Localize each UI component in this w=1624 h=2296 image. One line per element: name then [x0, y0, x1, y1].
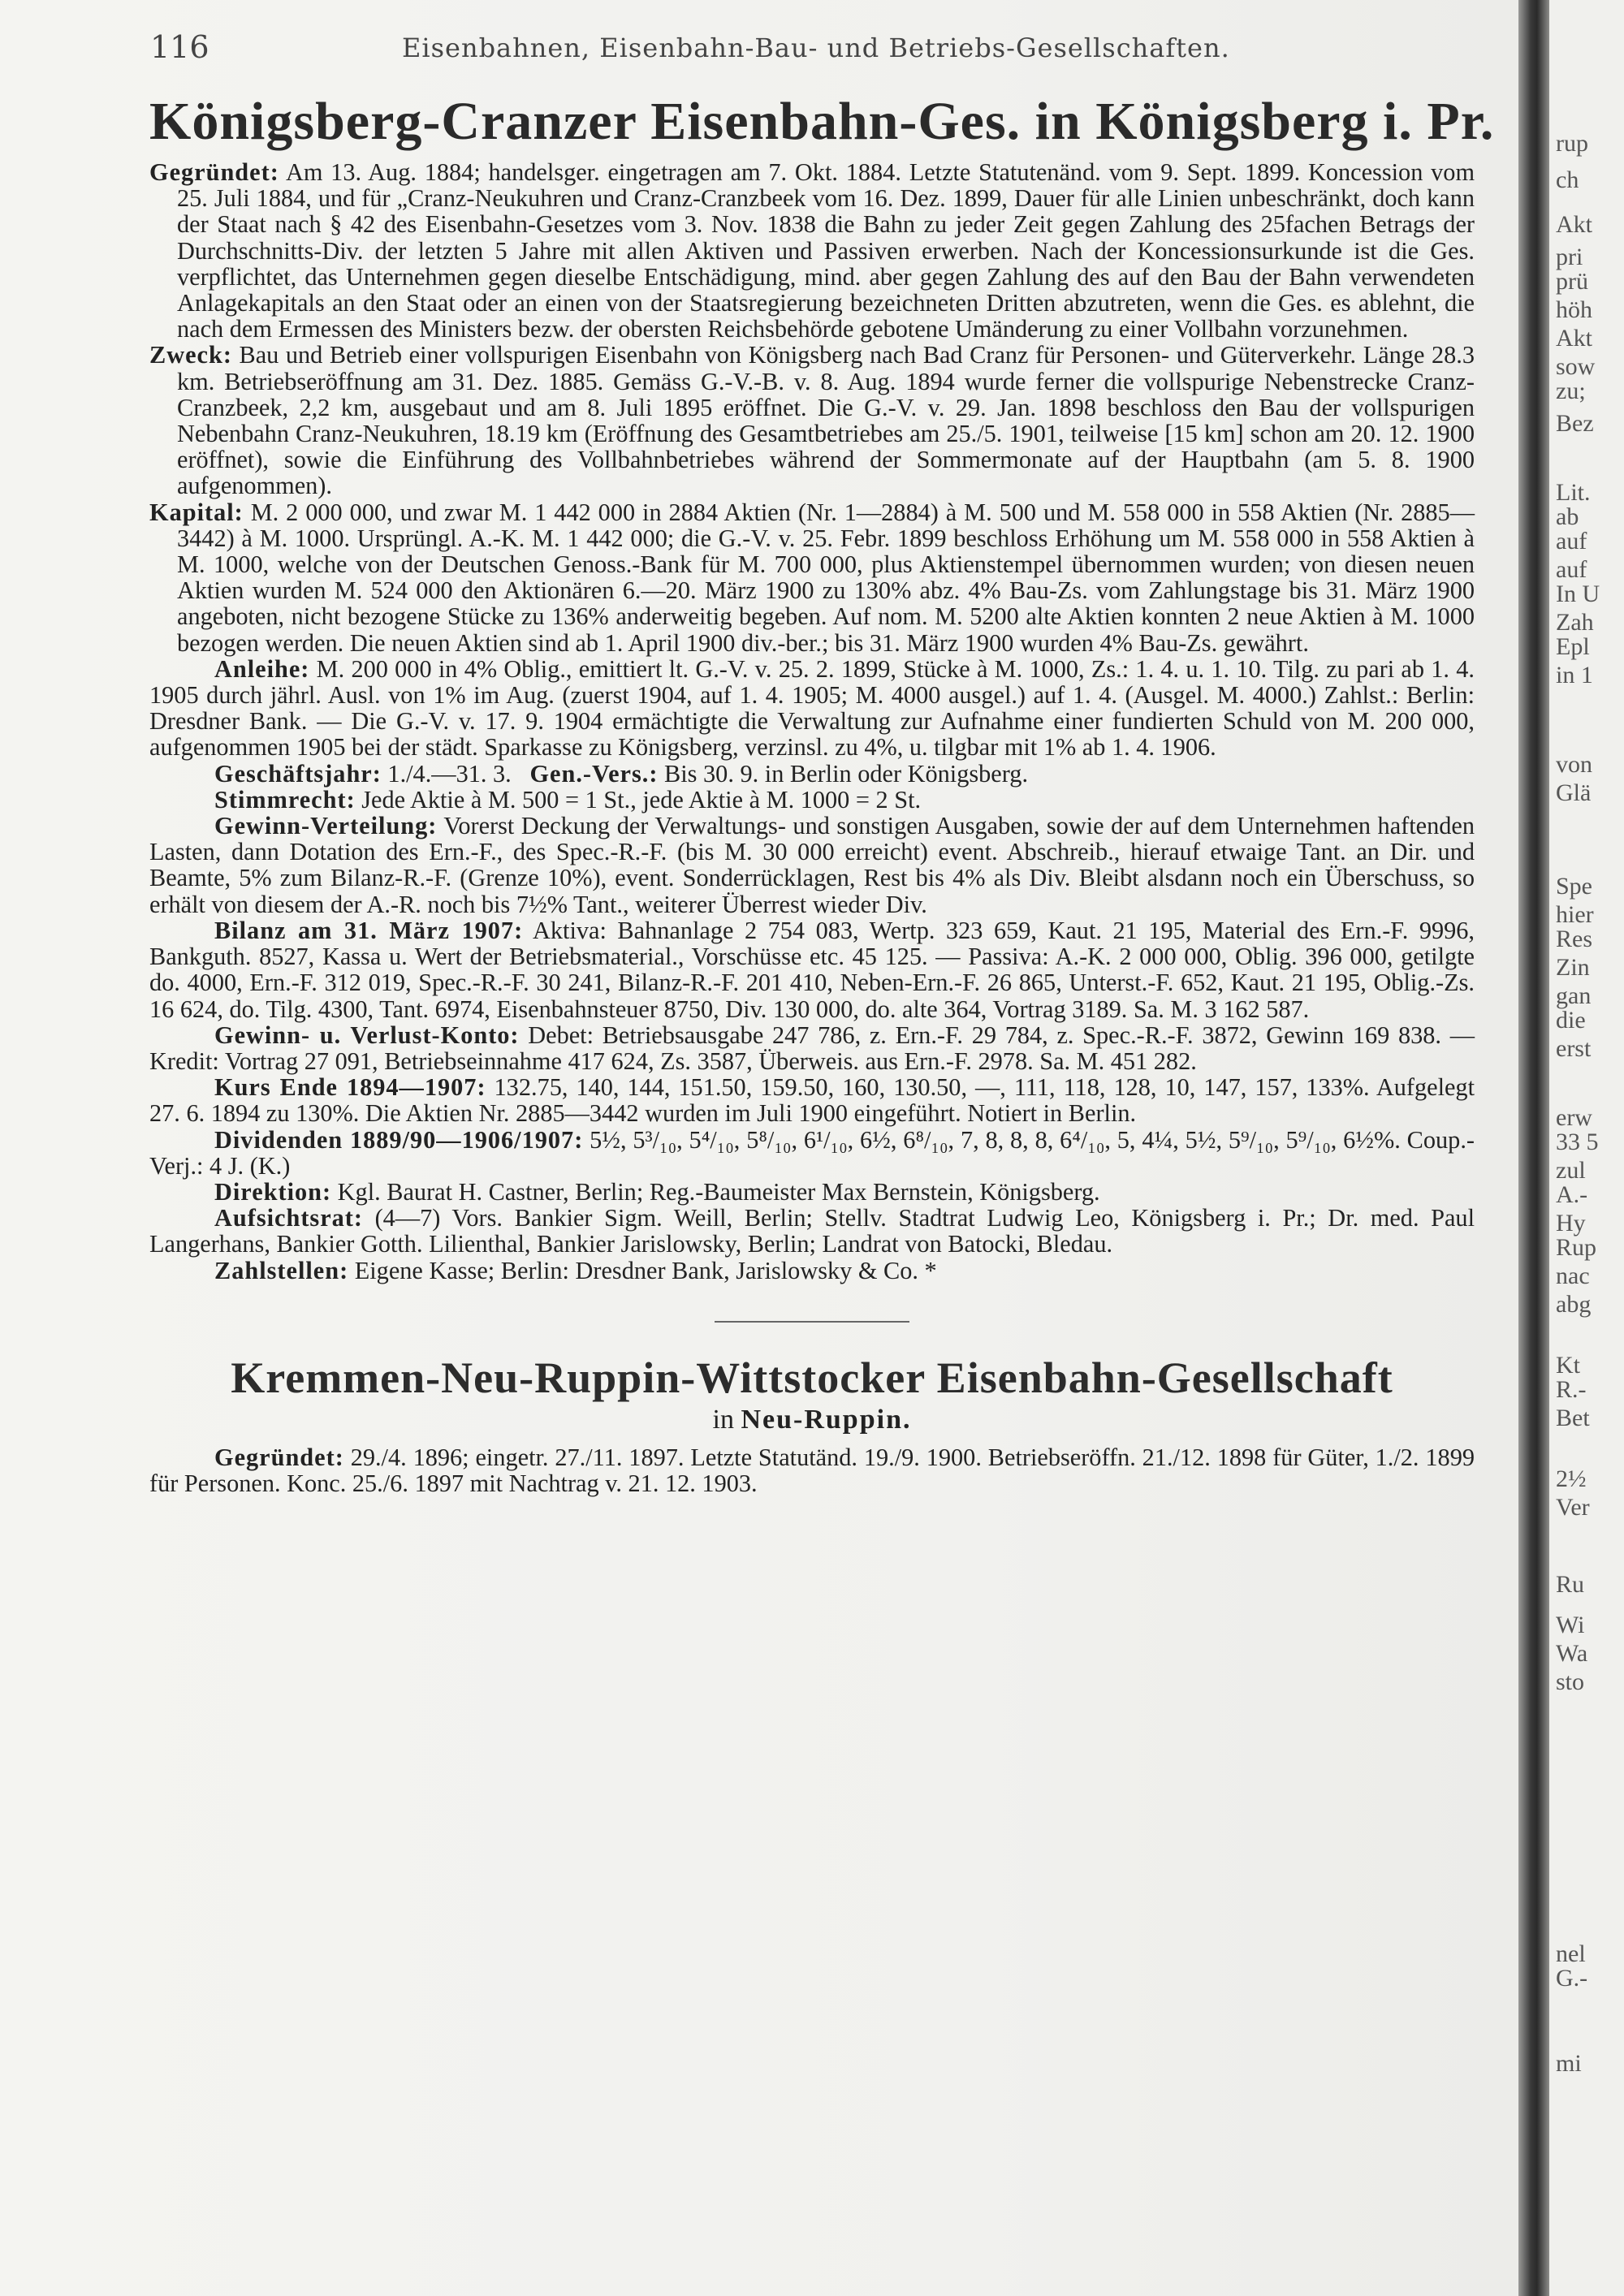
margin-fragment: gan	[1556, 982, 1592, 1009]
text-zahlstellen: Eigene Kasse; Berlin: Dresdner Bank, Jarislowsky & Co. *	[354, 1256, 937, 1284]
margin-fragment: zu;	[1556, 378, 1586, 404]
margin-fragment: prü	[1556, 268, 1588, 295]
text-stimmrecht: Jede Aktie à M. 500 = 1 St., jede Aktie à M. 1000 = 2 St.	[361, 785, 922, 814]
margin-fragment: erw	[1556, 1104, 1592, 1131]
margin-fragment: 2½	[1556, 1465, 1587, 1492]
section-zweck	[149, 342, 1475, 498]
margin-fragment: A.-	[1556, 1181, 1588, 1208]
margin-fragment: Rup	[1556, 1234, 1597, 1261]
margin-fragment: Ver	[1556, 1494, 1590, 1521]
margin-fragment: Wi	[1556, 1612, 1585, 1638]
margin-fragment: Glä	[1556, 779, 1592, 806]
label-geschaeftsjahr: Geschäftsjahr:	[214, 759, 382, 788]
section-divider	[715, 1321, 909, 1323]
page-header	[150, 29, 1474, 70]
page-content	[149, 89, 1495, 1497]
text-dividenden: 5½, 5³/₁₀, 5⁴/₁₀, 5⁸/₁₀, 6¹/₁₀, 6½, 6⁸/₁₀, 7, 8, 8, 8, 6⁴/₁₀, 5, 4¼, 5½, 5⁹/₁₀, 5⁹/₁₀, 6½%. Coup.-Verj.: 4 J. (K.)	[149, 1125, 1475, 1180]
text-kapital: M. 2 000 000, und zwar M. 1 442 000 in 2884 Aktien (Nr. 1—2884) à M. 500 und M. 558 000 in 558 Aktien (Nr. 2885—3442) à M. 1000. Ursprüngl. A.-K. M. 1 442 000; die G.-V. v. 25. Febr. 1899 beschloss Erhöhung um M. 558 000 in 558 Aktien à M. 1000, welche von der Deutschen Genoss.-Bank für M. 700 000, plus Aktienstempel übernommen wurden; von diesen neuen Aktien wurden M. 524 000 den Aktionären 6.—20. März 1900 zu 130% abz. 4% Bau-Zs. vom Zahlungstage bis 31. März 1900 angeboten, nicht bezogene Stücke zu 136% anderweitig begeben. Auf nom. M. 5200 alte Aktien konnten 2 neue Aktien à M. 1000 bezogen werden. Die neuen Aktien sind ab 1. April 1900 div.-ber.; bis 31. März 1900 wurden 4% Bau-Zs. gewährt.	[177, 498, 1475, 657]
text-gewinn-verteilung: Vorerst Deckung der Verwaltungs- und sonstigen Ausgaben, sowie der auf dem Unternehmen haftenden Lasten, dann Dotation des Ern.-F., des Spec.-R.-F. (bis M. 30 000 erreicht) event. Abschreib., hierauf etwaige Tant. an Dir. und Beamte, 5% zum Bilanz-R.-F. (Grenze 10%), event. Sonderrücklagen, Rest bis 4% als Div. Bleibt alsdann noch ein Überschuss, so erhält von diesem der A.-R. noch bis 7½% Tant., weiterer Überrest wieder Div.	[149, 812, 1475, 918]
text-zweck: Bau und Betrieb einer vollspurigen Eisenbahn von Königsberg nach Bad Cranz für Personen- und Güterverkehr. Länge 28.3 km. Betriebseröffnung am 31. Dez. 1885. Gemäss G.-V.-B. v. 8. Aug. 1894 wurde ferner die vollspurige Nebenstrecke Cranz-Cranzbeek, 2,2 km, ausgebaut und am 8. Juli 1895 eröffnet. Die G.-V. v. 29. Jan. 1898 beschloss den Bau der vollspurigen Nebenbahn Cranz-Neukuhren, 18.19 km (Eröffnung des Gesamtbetriebes am 25./5. 1901, teilweise [15 km] schon am 20. 12. 1900 eröffnet), sowie die Einführung des Vollbahnbetriebes während der Sommermonate auf der Hauptbahn (am 5. 8. 1900 aufgenommen).	[177, 341, 1475, 500]
margin-fragment: Res	[1556, 926, 1592, 952]
text-geschaeftsjahr: 1./4.—31. 3.	[387, 759, 512, 788]
text-gegruendet: Am 13. Aug. 1884; handelsger. eingetragen am 7. Okt. 1884. Letzte Statutenänd. vom 9. Sept. 1899. Koncession vom 25. Juli 1884, und für „Cranz-Neukuhren und Cranz-Cranzbeek vom 16. Dez. 1899, Dauer für alle Linien unbeschränkt, doch kann der Staat nach § 42 des Eisenbahn-Gesetzes vom 3. Nov. 1838 die Bahn zu jeder Zeit gegen Zahlung des 25fachen Betrags der Durchschnitts-Div. der letzten 5 Jahre mit allen Aktiven und Passiven erwerben. Nach der Koncessionsurkunde ist die Ges. verpflichtet, das Unternehmen gegen dieselbe Entschädigung, mind. aber gegen Zahlung des auf den Bau der Bahn verwendeten Anlagekapitals an den Staat oder an einen von der Staatsregierung bezeichneten Dritten abzutreten, wenn die Ges. es ablehnt, die nach dem Ermessen des Ministers bezw. der obersten Reichsbehörde gebotene Umänderung zu einer Vollbahn vorzunehmen.	[177, 158, 1475, 343]
label-gegruendet: Gegründet:	[149, 158, 279, 186]
margin-fragment: Ru	[1556, 1571, 1585, 1598]
margin-fragment: Akt	[1556, 325, 1592, 352]
margin-fragment: erst	[1556, 1035, 1592, 1062]
margin-fragment: Spe	[1556, 873, 1592, 900]
label-kurs: Kurs Ende 1894—1907:	[214, 1073, 486, 1102]
label-aufsichtsrat: Aufsichtsrat:	[214, 1204, 363, 1232]
company2-text-gegruendet: 29./4. 1896; eingetr. 27./11. 1897. Letzte Statutänd. 19./9. 1900. Betriebseröffn. 21./12. 1898 für Güter, 1./2. 1899 für Personen. Konc. 25./6. 1897 mit Nachtrag v. 21. 12. 1903.	[149, 1443, 1475, 1497]
margin-fragment: G.-	[1556, 1965, 1588, 1992]
margin-fragment: sto	[1556, 1668, 1585, 1695]
margin-fragment: Akt	[1556, 211, 1592, 238]
section-kurs	[149, 1074, 1475, 1126]
margin-fragment: mi	[1556, 2050, 1582, 2077]
company2-subtitle	[149, 1402, 1475, 1438]
section-gewinn-verlust	[149, 1022, 1475, 1074]
margin-fragment: von	[1556, 751, 1592, 778]
margin-fragment: Lit.	[1556, 479, 1591, 506]
section-bilanz	[149, 917, 1475, 1022]
company2-label-gegruendet: Gegründet:	[214, 1443, 344, 1471]
margin-fragment: Bet	[1556, 1405, 1590, 1431]
label-anleihe: Anleihe:	[214, 654, 310, 683]
subtitle-prefix: in	[712, 1404, 734, 1435]
text-kurs: 132.75, 140, 144, 151.50, 159.50, 160, 130.50, —, 111, 118, 128, 10, 147, 157, 133%. Aufgelegt 27. 6. 1894 zu 130%. Die Aktien Nr. 2885—3442 wurden im Juli 1900 eingeführt. Notiert in Berlin.	[149, 1073, 1475, 1128]
label-zweck: Zweck:	[149, 341, 232, 369]
margin-fragment: rup	[1556, 130, 1588, 157]
company2-title: Kremmen-Neu-Ruppin-Wittstocker Eisenbahn-Gesellschaft	[231, 1353, 1393, 1402]
section-dividenden	[149, 1127, 1475, 1179]
margin-fragment: Epl	[1556, 633, 1590, 660]
company2-section-gegruendet	[149, 1444, 1475, 1496]
label-kapital: Kapital:	[149, 498, 244, 526]
margin-fragment: ch	[1556, 166, 1579, 193]
margin-fragment: In U	[1556, 580, 1600, 607]
margin-fragment: Kt	[1556, 1352, 1580, 1379]
margin-fragment: ab	[1556, 503, 1579, 530]
subtitle-place: Neu-Ruppin.	[741, 1404, 912, 1435]
label-stimmrecht: Stimmrecht:	[214, 785, 356, 814]
label-bilanz: Bilanz am 31. März 1907:	[214, 916, 524, 944]
margin-fragment: die	[1556, 1007, 1586, 1034]
section-aufsichtsrat	[149, 1205, 1475, 1257]
text-aufsichtsrat: (4—7) Vors. Bankier Sigm. Weill, Berlin; Stellv. Stadtrat Ludwig Leo, Königsberg i. Pr.; Dr. med. Paul Langerhans, Bankier Gotth. Lilienthal, Bankier Jarislowsky, Berlin; Landrat von Batocki, Bledau.	[149, 1204, 1475, 1258]
section-zahlstellen	[149, 1258, 1475, 1284]
margin-fragment: nac	[1556, 1262, 1590, 1289]
label-gewinn-verlust: Gewinn- u. Verlust-Konto:	[214, 1021, 520, 1049]
margin-fragment: Bez	[1556, 410, 1594, 437]
label-direktion: Direktion:	[214, 1177, 332, 1206]
margin-fragment: pri	[1556, 244, 1583, 270]
label-gewinn-verteilung: Gewinn-Verteilung:	[214, 812, 438, 840]
section-gegruendet	[149, 159, 1475, 342]
text-bilanz: Aktiva: Bahnanlage 2 754 083, Wertp. 323 659, Kaut. 21 195, Material des Ern.-F. 9996, Bankguth. 8527, Kassa u. Wert der Betriebsmaterial., Vorschüsse etc. 45 125. — Passiva: A.-K. 2 000 000, Oblig. 396 000, getilgte do. 4000, Ern.-F. 312 019, Spec.-R.-F. 30 241, Bilanz-R.-F. 201 410, Neben-Ern.-F. 26 865, Unterst.-F. 652, Kaut. 21 195, Oblig.-Zs. 16 624, do. Tilg. 4300, Tant. 6974, Eisenbahnsteuer 8750, Div. 130 000, do. alte 364, Vortrag 3189. Sa. M. 3 162 587.	[149, 916, 1475, 1023]
text-direktion: Kgl. Baurat H. Castner, Berlin; Reg.-Baumeister Max Bernstein, Königsberg.	[337, 1177, 1100, 1206]
section-stimmrecht	[149, 787, 1475, 813]
margin-fragment: Hy	[1556, 1210, 1586, 1236]
section-direktion	[149, 1179, 1475, 1205]
section-anleihe	[149, 656, 1475, 761]
section-kapital	[149, 499, 1475, 656]
label-genvers: Gen.-Vers.:	[529, 759, 659, 788]
book-gutter	[1518, 0, 1549, 2296]
margin-fragment: auf	[1556, 528, 1587, 555]
margin-fragment: 33 5	[1556, 1129, 1599, 1155]
margin-fragment: Zin	[1556, 954, 1590, 981]
margin-fragment: R.-	[1556, 1376, 1587, 1403]
margin-fragment: abg	[1556, 1291, 1592, 1318]
text-anleihe: M. 200 000 in 4% Oblig., emittiert lt. G.-V. v. 25. 2. 1899, Stücke à M. 1000, Zs.: 1. 4. u. 1. 10. Tilg. zu pari ab 1. 4. 1905 durch jährl. Ausl. von 1% im Aug. (zuerst 1904, auf 1. 4. 1905; M. 4000 ausgel.) auf 1. 4. (Ausgel. M. 4000.) Zahlst.: Berlin: Dresdner Bank. — Die G.-V. v. 17. 9. 1904 ermächtigte die Verwaltung zur Aufnahme einer fundierten Schuld von M. 200 000, aufgenommen 1905 bei der städt. Sparkasse zu Königsberg, verzinsl. zu 4%, u. tilgbar mit 1% ab 1. 4. 1906.	[149, 654, 1475, 762]
page-number: 116	[150, 29, 209, 65]
margin-fragment: zul	[1556, 1157, 1586, 1184]
section-geschaeftsjahr	[149, 761, 1475, 787]
margin-fragment: Wa	[1556, 1640, 1588, 1667]
margin-fragment: hier	[1556, 901, 1594, 928]
label-zahlstellen: Zahlstellen:	[214, 1256, 349, 1284]
margin-fragment: sow	[1556, 353, 1596, 380]
margin-fragment: höh	[1556, 296, 1592, 323]
margin-fragment: nel	[1556, 1940, 1586, 1967]
text-gewinn-verlust: Debet: Betriebsausgabe 247 786, z. Ern.-F. 29 784, z. Spec.-R.-F. 3872, Gewinn 169 838. — Kredit: Vortrag 27 091, Betriebseinnahme 417 624, Zs. 3587, Überweis. aus Ern.-F. 2978. Sa. M. 451 282.	[149, 1021, 1475, 1075]
label-dividenden: Dividenden 1889/90—1906/1907:	[214, 1125, 584, 1154]
text-genvers: Bis 30. 9. in Berlin oder Königsberg.	[664, 759, 1029, 788]
company-title: Königsberg-Cranzer Eisenbahn-Ges. in Königsberg i. Pr.	[149, 92, 1495, 151]
margin-fragment: Zah	[1556, 609, 1594, 636]
margin-fragment: in 1	[1556, 662, 1593, 688]
margin-fragment: auf	[1556, 556, 1587, 583]
running-head: Eisenbahnen, Eisenbahn-Bau- und Betriebs-Gesellschaften.	[402, 32, 1230, 63]
section-gewinn-verteilung	[149, 813, 1475, 917]
